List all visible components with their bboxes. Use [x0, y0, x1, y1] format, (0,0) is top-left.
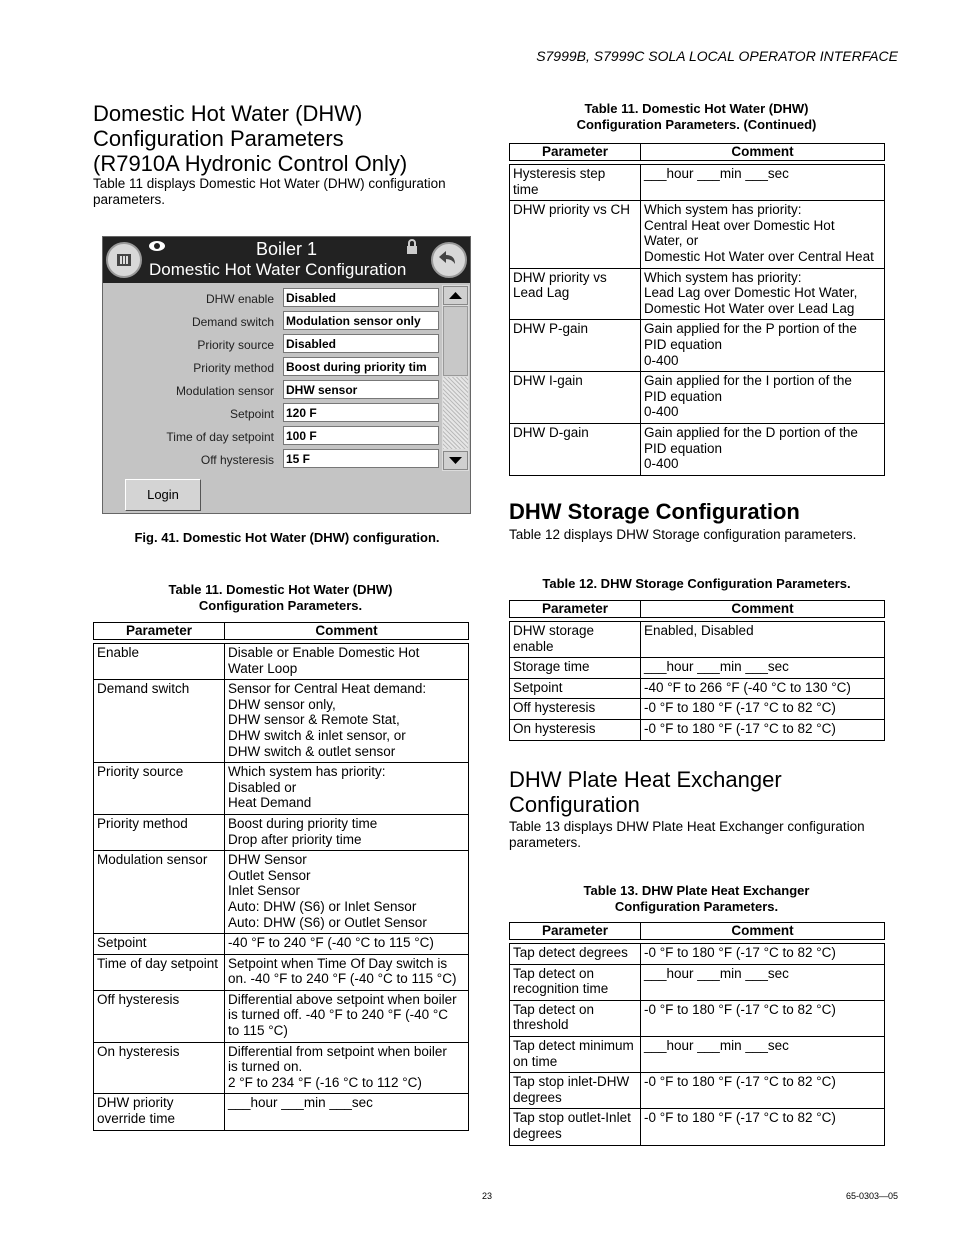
cell-line: DHW P-gain [513, 321, 589, 337]
comment-cell [641, 372, 885, 424]
cell-line: Hysteresis step [513, 166, 606, 181]
cell-line: DHW priority [97, 1095, 174, 1111]
comment-cell [225, 763, 469, 815]
column-header: Comment [641, 144, 885, 161]
comment-cell [641, 678, 885, 699]
dhw-config-screenshot [102, 236, 471, 514]
table-13 [509, 922, 885, 1146]
column-header: Parameter [510, 923, 641, 940]
cell-line: Priority method [97, 815, 188, 831]
heading-line: Configuration Parameters [93, 126, 344, 151]
cell-line: Water, or [644, 233, 699, 249]
caption-line: Table 13. DHW Plate Heat Exchanger [583, 883, 810, 898]
parameter-cell [510, 964, 641, 1000]
cell-line: On hysteresis [513, 720, 596, 736]
cell-line: degrees [513, 1089, 562, 1105]
table-row [94, 954, 469, 990]
parameter-cell [510, 372, 641, 424]
cell-line: Tap stop inlet-DHW [513, 1074, 630, 1090]
table-row [94, 851, 469, 934]
column-header: Comment [641, 601, 885, 618]
cell-line: ___hour ___min ___sec [644, 965, 789, 981]
cell-line: ___hour ___min ___sec [644, 659, 789, 675]
priority-source-field[interactable]: Disabled [283, 334, 439, 353]
cell-line: enable [513, 638, 554, 654]
table-row [510, 719, 885, 740]
column-header: Parameter [510, 144, 641, 161]
cell-line: Auto: DHW (S6) or Outlet Sensor [228, 914, 427, 930]
parameter-cell [510, 719, 641, 740]
screen-title-bar [103, 237, 470, 283]
cell-line: Tap detect degrees [513, 945, 628, 960]
cell-line: Time of day setpoint [97, 955, 219, 971]
parameter-cell [510, 268, 641, 320]
table-row [510, 320, 885, 372]
field-label: Modulation sensor [175, 384, 274, 398]
cell-line: -40 °F to 240 °F (-40 °C to 115 °C) [228, 935, 434, 951]
cell-line: PID equation [644, 336, 723, 352]
column-header: Parameter [510, 601, 641, 618]
table-row [510, 1109, 885, 1145]
cell-line: Which system has priority: [228, 764, 386, 780]
parameter-cell [94, 990, 225, 1042]
screen-title: Boiler 1 [255, 239, 318, 259]
cell-line: recognition time [513, 981, 609, 997]
cell-line: 0-400 [644, 456, 679, 472]
cell-line: -0 °F to 180 °F (-17 °C to 82 °C) [644, 1001, 836, 1017]
table-row [94, 814, 469, 850]
field-label: Demand switch [191, 315, 274, 329]
cell-line: Tap detect on [513, 965, 595, 981]
document-number: 65-0303—05 [845, 1191, 898, 1201]
table-12-caption: Table 12. DHW Storage Configuration Parameters. [542, 576, 851, 591]
comment-cell [225, 990, 469, 1042]
scrollbar[interactable] [442, 285, 469, 471]
comment-cell [225, 1094, 469, 1130]
table-row [94, 644, 469, 680]
cell-line: 0-400 [644, 352, 679, 368]
caption-line: Table 11. Domestic Hot Water (DHW) [168, 582, 393, 597]
parameter-cell [510, 944, 641, 965]
parameter-table [509, 922, 885, 1146]
cell-line: -0 °F to 180 °F (-17 °C to 82 °C) [644, 1110, 836, 1126]
comment-cell [641, 268, 885, 320]
parameter-cell [510, 622, 641, 658]
cell-line: DHW switch & inlet sensor, or [228, 727, 406, 743]
table-row [510, 622, 885, 658]
cell-line: -40 °F to 266 °F (-40 °C to 130 °C) [644, 679, 851, 695]
comment-cell [641, 658, 885, 679]
storage-heading: DHW Storage Configuration [509, 499, 800, 524]
plate-intro: Table 13 displays DHW Plate Heat Exchanger configuration parameters. [509, 819, 865, 850]
cell-line: ___hour ___min ___sec [644, 1037, 789, 1053]
table-row [510, 268, 885, 320]
cell-line: on time [513, 1053, 558, 1069]
cell-line: ___hour ___min ___sec [644, 166, 789, 181]
off-hysteresis-field[interactable]: 15 F [283, 449, 439, 468]
cell-line: -0 °F to 180 °F (-17 °C to 82 °C) [644, 1074, 836, 1090]
cell-line: Lead Lag over Domestic Hot Water, [644, 285, 858, 301]
cell-line: DHW Sensor [228, 852, 307, 868]
scroll-up-icon[interactable] [443, 286, 468, 305]
caption-line: Configuration Parameters. [198, 598, 363, 613]
cell-line: Enable [97, 645, 140, 660]
field-label: DHW enable [205, 292, 274, 306]
cell-line: DHW priority vs CH [513, 202, 630, 218]
parameter-cell [94, 934, 225, 955]
time-of-day-setpoint-field[interactable]: 100 F [283, 426, 439, 445]
figure-caption: Fig. 41. Domestic Hot Water (DHW) configuration. [134, 530, 440, 545]
cell-line: threshold [513, 1017, 569, 1033]
priority-method-field[interactable]: Boost during priority tim [283, 357, 439, 376]
table-row [510, 201, 885, 268]
parameter-cell [94, 954, 225, 990]
column-header: Parameter [94, 623, 225, 640]
cell-line: Priority source [97, 764, 184, 780]
caption-line: Configuration Parameters. (Continued) [576, 117, 817, 132]
cell-line: Central Heat over Domestic Hot [644, 217, 835, 233]
running-header: S7999B, S7999C SOLA LOCAL OPERATOR INTERFACE [536, 48, 898, 64]
comment-cell [641, 964, 885, 1000]
caption-line: Table 11. Domestic Hot Water (DHW) [584, 101, 809, 116]
cell-line: Setpoint [97, 935, 147, 951]
cell-line: Which system has priority: [644, 202, 802, 218]
parameter-cell [510, 201, 641, 268]
cell-line: Tap detect minimum [513, 1037, 634, 1053]
table-row [94, 1094, 469, 1130]
setpoint-field[interactable]: 120 F [283, 403, 439, 422]
cell-line: Demand switch [97, 681, 190, 697]
table-row [94, 680, 469, 763]
cell-line: DHW sensor & Remote Stat, [228, 712, 400, 728]
cell-line: Drop after priority time [228, 831, 362, 847]
heading-line: DHW Plate Heat Exchanger [509, 767, 782, 792]
cell-line: degrees [513, 1125, 562, 1141]
table-12 [509, 600, 885, 741]
cell-line: DHW priority vs [513, 269, 607, 285]
comment-cell [641, 1000, 885, 1036]
table-row [510, 372, 885, 424]
column-header: Comment [641, 923, 885, 940]
parameter-cell [94, 1094, 225, 1130]
login-button[interactable]: Login [125, 479, 201, 511]
dhw-enable-field[interactable]: Disabled [283, 288, 439, 307]
parameter-cell [510, 320, 641, 372]
comment-cell [641, 1073, 885, 1109]
scroll-down-icon[interactable] [443, 451, 468, 470]
demand-switch-field[interactable]: Modulation sensor only [283, 311, 439, 330]
cell-line: Gain applied for the I portion of the [644, 373, 852, 389]
comment-cell [225, 680, 469, 763]
cell-line: On hysteresis [97, 1043, 180, 1059]
table-11 [93, 622, 469, 1131]
parameter-cell [94, 1042, 225, 1094]
parameter-cell [510, 1073, 641, 1109]
cell-line: Domestic Hot Water over Lead Lag [644, 300, 855, 316]
table-row [510, 423, 885, 475]
cell-line: DHW D-gain [513, 424, 589, 440]
cell-line: PID equation [644, 388, 723, 404]
cell-line: Setpoint when Time Of Day switch is [228, 955, 448, 971]
cell-line: Auto: DHW (S6) or Inlet Sensor [228, 898, 417, 914]
cell-line: DHW switch & outlet sensor [228, 743, 396, 759]
parameter-table [93, 622, 469, 1131]
modulation-sensor-field[interactable]: DHW sensor [283, 380, 439, 399]
table-row [510, 658, 885, 679]
table-row [510, 964, 885, 1000]
comment-cell [225, 814, 469, 850]
field-label: Priority method [193, 361, 274, 375]
cell-line: 2 °F to 234 °F (-16 °C to 112 °C) [228, 1074, 422, 1090]
table-13-caption [509, 883, 884, 915]
comment-cell [641, 1109, 885, 1145]
table-row [510, 944, 885, 965]
cell-line: Disabled or [228, 779, 297, 795]
cell-line: Setpoint [513, 679, 563, 695]
comment-cell [641, 423, 885, 475]
cell-line: Tap stop outlet-Inlet [513, 1110, 631, 1126]
cell-line: Modulation sensor [97, 852, 208, 868]
comment-cell [225, 954, 469, 990]
comment-cell [225, 934, 469, 955]
dhw-intro: Table 11 displays Domestic Hot Water (DHW) configuration parameters. [93, 176, 446, 207]
cell-line: Domestic Hot Water over Central Heat [644, 248, 874, 264]
comment-cell [225, 1042, 469, 1094]
cell-line: Inlet Sensor [228, 883, 301, 899]
cell-line: Gain applied for the D portion of the [644, 424, 858, 440]
cell-line: is turned off. -40 °F to 240 °F (-40 °C [228, 1007, 449, 1023]
cell-line: Tap detect on [513, 1001, 595, 1017]
parameter-cell [510, 658, 641, 679]
heading-line: (R7910A Hydronic Control Only) [93, 151, 408, 176]
field-label: Setpoint [229, 407, 274, 421]
table-row [510, 165, 885, 201]
parameter-cell [510, 678, 641, 699]
cell-line: 0-400 [644, 404, 679, 420]
table-11-continued [509, 143, 885, 476]
table-row [94, 1042, 469, 1094]
lock-icon [406, 239, 418, 260]
cell-line: -0 °F to 180 °F (-17 °C to 82 °C) [644, 720, 836, 736]
parameter-cell [94, 851, 225, 934]
comment-cell [641, 201, 885, 268]
parameter-table [509, 143, 885, 476]
cell-line: PID equation [644, 440, 723, 456]
heading-line: Domestic Hot Water (DHW) [93, 101, 363, 126]
table-11-caption [93, 582, 468, 614]
dhw-section-heading [93, 101, 473, 176]
cell-line: Enabled, Disabled [644, 623, 754, 638]
field-label: Time of day setpoint [166, 430, 274, 444]
cell-line: DHW storage [513, 623, 595, 638]
cell-line: Off hysteresis [97, 991, 180, 1007]
cell-line: Outlet Sensor [228, 867, 311, 883]
parameter-cell [94, 763, 225, 815]
heading-line: Configuration [509, 792, 640, 817]
cell-line: Lead Lag [513, 285, 570, 301]
parameter-cell [94, 644, 225, 680]
cell-line: DHW I-gain [513, 373, 583, 389]
comment-cell [641, 699, 885, 720]
caption-line: Configuration Parameters. [614, 899, 779, 914]
cell-line: time [513, 181, 539, 197]
cell-line: override time [97, 1111, 176, 1127]
cell-line: Sensor for Central Heat demand: [228, 681, 427, 697]
table-row [94, 763, 469, 815]
cell-line: Water Loop [228, 660, 298, 676]
comment-cell [225, 644, 469, 680]
comment-cell [641, 944, 885, 965]
parameter-cell [94, 814, 225, 850]
comment-cell [641, 165, 885, 201]
storage-intro: Table 12 displays DHW Storage configuration parameters. [509, 527, 857, 542]
parameter-table [509, 600, 885, 741]
plate-heading [509, 767, 889, 817]
cell-line: -0 °F to 180 °F (-17 °C to 82 °C) [644, 700, 836, 716]
cell-line: Differential above setpoint when boiler [228, 991, 457, 1007]
field-label: Priority source [197, 338, 274, 352]
comment-cell [225, 851, 469, 934]
comment-cell [641, 320, 885, 372]
table-row [510, 699, 885, 720]
cell-line: Heat Demand [228, 795, 312, 811]
cell-line: is turned on. [228, 1059, 303, 1075]
table-row [510, 1000, 885, 1036]
field-label: Off hysteresis [200, 453, 274, 467]
cell-line: on. -40 °F to 240 °F (-40 °C to 115 °C) [228, 971, 457, 987]
cell-line: -0 °F to 180 °F (-17 °C to 82 °C) [644, 945, 836, 960]
parameter-cell [510, 1109, 641, 1145]
table-11-continued-caption [509, 101, 884, 133]
table-row [510, 1073, 885, 1109]
cell-line: Gain applied for the P portion of the [644, 321, 857, 337]
cell-line: Off hysteresis [513, 700, 596, 716]
cell-line: DHW sensor only, [228, 696, 336, 712]
back-arrow-icon[interactable] [431, 242, 467, 278]
comment-cell [641, 719, 885, 740]
table-row [510, 678, 885, 699]
table-row [94, 990, 469, 1042]
table-row [510, 1036, 885, 1072]
parameter-cell [510, 423, 641, 475]
parameter-cell [510, 165, 641, 201]
cell-line: Disable or Enable Domestic Hot [228, 645, 420, 660]
table-row [94, 934, 469, 955]
screen-subtitle: Domestic Hot Water Configuration [149, 260, 407, 279]
parameter-cell [510, 1036, 641, 1072]
page-number: 23 [482, 1191, 493, 1201]
scroll-track [443, 377, 468, 449]
cell-line: Which system has priority: [644, 269, 802, 285]
cell-line: to 115 °C) [228, 1023, 288, 1039]
cell-line: ___hour ___min ___sec [228, 1095, 373, 1111]
comment-cell [641, 622, 885, 658]
cell-line: Storage time [513, 659, 590, 675]
column-header: Comment [225, 623, 469, 640]
scroll-thumb[interactable] [443, 306, 468, 376]
parameter-cell [94, 680, 225, 763]
cell-line: Boost during priority time [228, 815, 378, 831]
comment-cell [641, 1036, 885, 1072]
cell-line: Differential from setpoint when boiler [228, 1043, 447, 1059]
parameter-cell [510, 699, 641, 720]
parameter-cell [510, 1000, 641, 1036]
